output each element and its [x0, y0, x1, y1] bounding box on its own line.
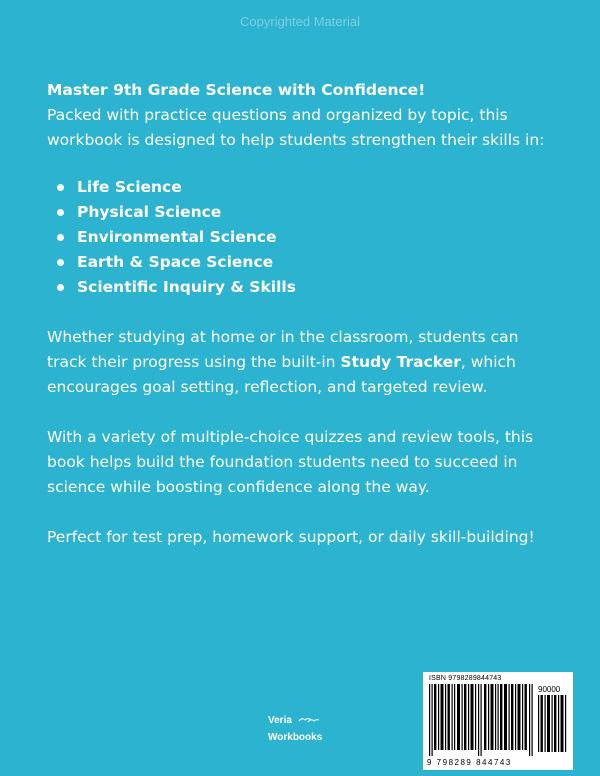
- price-barcode-bars-icon: [538, 695, 568, 752]
- barcode-bars-icon: [429, 684, 533, 756]
- paragraph-text: , which encourages goal setting, reflection, and targeted review.: [47, 353, 516, 396]
- intro-paragraph: Packed with practice questions and organized by topic, this workbook is designed to help students strengthen their skills in:: [47, 106, 545, 149]
- barcode-digits: 9 798289 844743: [427, 758, 512, 767]
- topic-item: Environmental Science: [57, 225, 559, 250]
- isbn-label: ISBN 9798289844743: [429, 675, 502, 682]
- topic-list: [47, 175, 559, 300]
- publisher-name-line1: Veria: [268, 715, 292, 726]
- topic-item: Physical Science: [57, 200, 559, 225]
- paragraph-text: Whether studying at home or in the classroom, students can track their progress using the built-in: [47, 328, 519, 371]
- isbn-barcode: [423, 672, 573, 770]
- topic-item: Earth & Space Science: [57, 250, 559, 275]
- study-tracker-paragraph: [47, 325, 559, 400]
- quizzes-paragraph: With a variety of multiple-choice quizzes and review tools, this book helps build the foundation students need to succeed in science while boosting confidence along the way.: [47, 428, 534, 496]
- publisher-logo: [268, 712, 368, 746]
- back-cover-text: [47, 78, 559, 575]
- headline: Master 9th Grade Science with Confidence!: [47, 81, 426, 99]
- topic-item: Scientific Inquiry & Skills: [57, 275, 559, 300]
- topic-item: Life Science: [57, 175, 559, 200]
- study-tracker-highlight: Study Tracker: [340, 353, 461, 371]
- closing-paragraph: Perfect for test prep, homework support, or daily skill-building!: [47, 528, 535, 546]
- birds-icon: [298, 715, 320, 725]
- copyright-watermark: Copyrighted Material: [240, 14, 360, 29]
- publisher-name-line2: Workbooks: [268, 732, 323, 743]
- price-code: 90000: [538, 685, 561, 694]
